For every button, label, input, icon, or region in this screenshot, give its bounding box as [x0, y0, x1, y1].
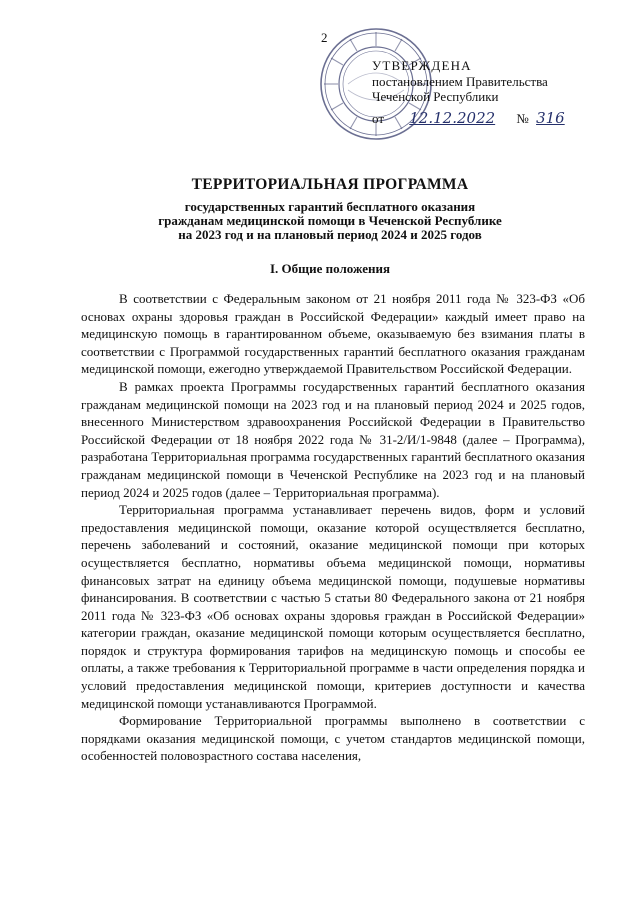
paragraph-3-part-c: категории граждан, оказание медицинской помощи которым осуществляется бесплатно, порядок и структура формирования тарифов на медицинскую помощь и способы ее оплаты, а также требования к Территориальной программе в части определения порядка и условий предоставления медицинской помощи, критериев доступности и качества медицинской помощи устанавливаются Программой.	[81, 625, 585, 711]
approval-heading: УТВЕРЖДЕНА	[372, 58, 472, 73]
document-subtitle-line-1: государственных гарантий бесплатного оказания	[184, 199, 476, 214]
document-body	[81, 290, 585, 765]
section-heading: I. Общие положения	[270, 261, 390, 276]
paragraph-3	[81, 501, 585, 712]
document-subtitle-line-2: гражданам медицинской помощи в Чеченской Республике	[158, 213, 502, 228]
paragraph-1: В соответствии с Федеральным законом от 21 ноября 2011 года № 323-ФЗ «Об основах охраны здоровья граждан в Российской Федерации» каждый имеет право на медицинскую помощь в гарантированном объеме, оказываемую без взимания платы в соответствии с Программой государственных гарантий бесплатного оказания гражданам медицинской помощи, ежегодно утверждаемой Правительством Российской Федерации.	[81, 291, 585, 377]
paragraph-3-part-a: Территориальная программа устанавливает перечень видов, форм и условий предоставления медицинской помощи, оказание которой осуществляется бесплатно, перечень заболеваний и состояний, оказание медицинской помощи при которых осуществляется бесплатно, нормативы объема медицинской помощи, нормативы финансовых затрат на единицу объема медицинской помощи, подушевые нормативы финансирования.	[81, 502, 585, 606]
paragraph-3-part-b: В соответствии с частью 5 статьи 80 Федерального закона от 21 ноября 2011 года № 323-ФЗ «Об основах охраны здоровья граждан в Российской Федерации»	[81, 590, 586, 623]
paragraph-4: Формирование Территориальной программы выполнено в соответствии с порядками оказания медицинской помощи, с учетом стандартов медицинской помощи, особенностей половозрастного состава населения,	[81, 713, 585, 764]
document-title: ТЕРРИТОРИАЛЬНАЯ ПРОГРАММА	[191, 176, 469, 193]
document-title-block	[80, 176, 580, 242]
number-prefix: №	[516, 110, 529, 126]
page-number: 2	[321, 30, 328, 45]
approval-stamp-block	[372, 58, 622, 126]
paragraph-2: В рамках проекта Программы государственных гарантий бесплатного оказания гражданам медицинской помощи на 2023 год и на плановый период 2024 и 2025 годов, внесенного Министерством здравоохранения Российской Федерации в Правительство Российской Федерации от 18 ноября 2022 года № 31-2/И/1-9848 (далее – Программа), разработана Территориальная программа государственных гарантий бесплатного оказания гражданам медицинской помощи в Чеченской Республике на 2023 год и на плановый период 2024 и 2025 годов (далее – Территориальная программа).	[81, 378, 585, 500]
approval-line-1: постановлением Правительства	[372, 73, 548, 89]
approval-number: 316	[536, 108, 565, 127]
approval-date-line	[372, 108, 622, 127]
date-prefix: от	[372, 110, 385, 126]
approval-line-2: Чеченской Республики	[372, 89, 499, 104]
approval-date: 12.12.2022	[409, 108, 496, 127]
document-subtitle-line-3: на 2023 год и на плановый период 2024 и 2025 годов	[178, 227, 482, 242]
